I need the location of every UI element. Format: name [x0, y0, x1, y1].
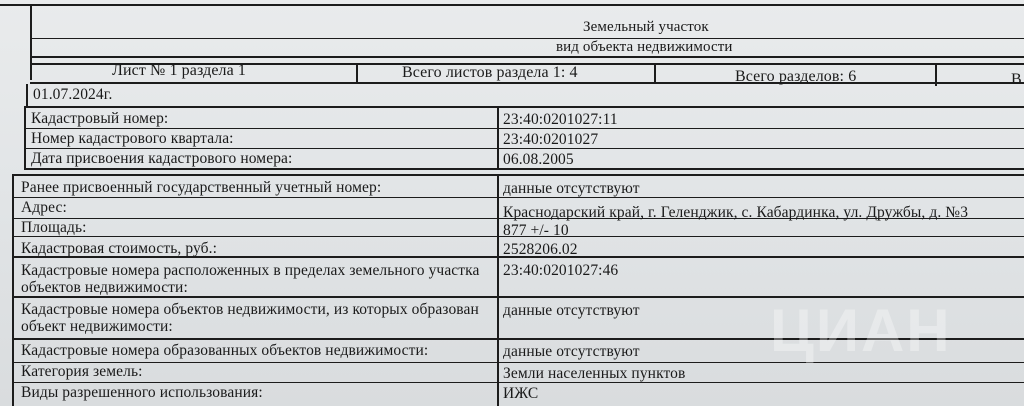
- label-cadastral-number: Кадастровый номер:: [31, 110, 169, 127]
- rule: [12, 197, 1024, 198]
- label-address: Адрес:: [21, 199, 67, 216]
- document-date: 01.07.2024г.: [33, 86, 113, 103]
- rule: [497, 106, 499, 170]
- rule: [24, 106, 26, 170]
- value-derived-objects: данные отсутствуют: [503, 343, 640, 360]
- value-previous-number: данные отсутствуют: [503, 180, 640, 197]
- label-objects-within-plot: Кадастровые номера расположенных в пределах земельного участка объектов недвижимости:: [21, 262, 480, 296]
- rule: [356, 63, 358, 84]
- value-cadastral-number: 23:40:0201027:11: [503, 111, 618, 128]
- rule: [30, 56, 1024, 58]
- rule: [30, 4, 32, 80]
- value-permitted-use: ИЖС: [503, 385, 539, 402]
- value-address: Краснодарский край, г. Геленджик, с. Кабардинка, ул. Дружбы, д. №3: [503, 204, 969, 221]
- rule: [26, 84, 28, 106]
- value-area: 877 +/- 10: [503, 222, 569, 239]
- label-assignment-date: Дата присвоения кадастрового номера:: [31, 150, 293, 167]
- value-objects-within-plot: 23:40:0201027:46: [503, 262, 619, 279]
- value-cadastral-value: 2528206.02: [503, 241, 578, 258]
- rule: [12, 174, 1024, 176]
- watermark-logo: ЦИАН: [770, 297, 952, 364]
- rule: [24, 148, 1024, 149]
- rule: [497, 174, 499, 406]
- label-derived-objects: Кадастровые номера образованных объектов недвижимости:: [21, 342, 429, 359]
- rule: [24, 106, 1024, 108]
- total-sheets: Всего листов раздела 1: 4: [402, 64, 578, 81]
- sheet-number: Лист № 1 раздела 1: [112, 62, 247, 79]
- cut-off-text: В: [1011, 71, 1022, 88]
- rule: [0, 4, 1024, 6]
- object-type-subtitle: вид объекта недвижимости: [556, 39, 733, 55]
- rule: [654, 63, 656, 84]
- total-sections: Всего разделов: 6: [735, 68, 857, 85]
- label-permitted-use: Виды разрешенного использования:: [21, 384, 263, 401]
- object-title: Земельный участок: [583, 19, 709, 35]
- rule: [24, 168, 1024, 170]
- rule: [935, 65, 937, 86]
- label-land-category: Категория земель:: [21, 363, 143, 380]
- value-cadastral-quarter: 23:40:0201027: [503, 131, 599, 148]
- value-assignment-date: 06.08.2005: [503, 151, 574, 168]
- label-area: Площадь:: [21, 219, 87, 236]
- label-cadastral-quarter: Номер кадастрового квартала:: [31, 130, 234, 147]
- label-previous-number: Ранее присвоенный государственный учетный номер:: [21, 179, 382, 196]
- value-land-category: Земли населенных пунктов: [503, 365, 686, 382]
- value-source-objects: данные отсутствуют: [503, 302, 640, 319]
- rule: [30, 82, 1024, 84]
- label-source-objects: Кадастровые номера объектов недвижимости, из которых образован объект недвижимости:: [21, 301, 479, 335]
- rule: [30, 38, 1024, 39]
- label-cadastral-value: Кадастровая стоимость, руб.:: [21, 240, 217, 257]
- rule: [12, 174, 14, 406]
- rule: [24, 128, 1024, 129]
- rule: [12, 382, 1024, 383]
